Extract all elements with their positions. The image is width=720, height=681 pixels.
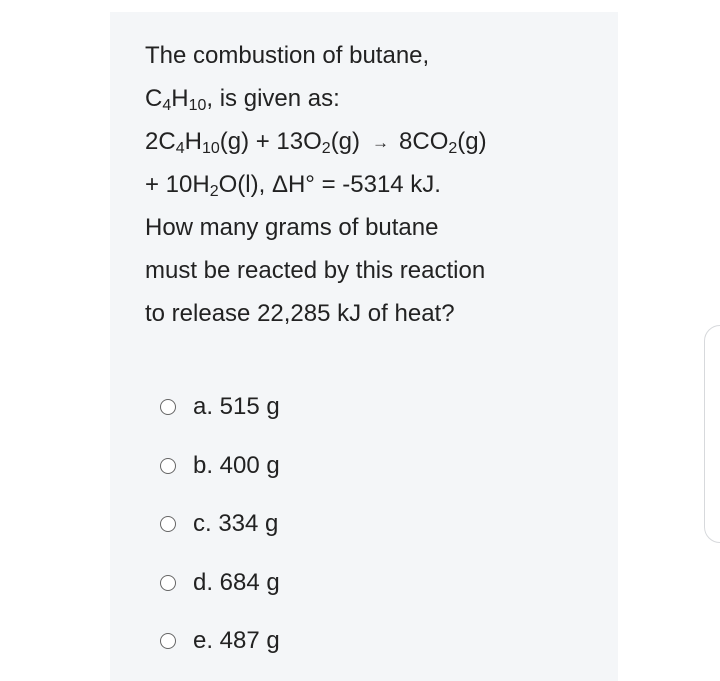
option-label: d. 684 g xyxy=(193,568,280,596)
equation-text: 2C xyxy=(145,128,176,155)
question-line-text: must be reacted by this reaction xyxy=(145,257,486,284)
answer-option-b[interactable] xyxy=(160,437,560,496)
answer-option-e[interactable] xyxy=(160,612,560,671)
question-line-text: The combustion of butane, xyxy=(145,42,430,69)
formula-subscript: 4 xyxy=(175,140,185,157)
question-line xyxy=(145,34,585,77)
question-line xyxy=(145,292,585,335)
question-line-text: How many grams of butane xyxy=(145,214,439,241)
formula-text: H xyxy=(171,85,189,112)
option-label: e. 487 g xyxy=(193,627,280,655)
equation-line xyxy=(145,120,585,163)
side-panel-tab[interactable] xyxy=(704,325,720,543)
formula-subscript: 2 xyxy=(321,140,331,157)
equation-line xyxy=(145,163,585,206)
question-text xyxy=(145,34,585,335)
equation-text: H xyxy=(184,128,202,155)
equation-text: 8CO xyxy=(399,128,449,155)
radio-button-icon[interactable] xyxy=(160,399,176,415)
equation-text: (g) xyxy=(330,128,361,155)
formula-subscript: 10 xyxy=(188,97,207,114)
radio-button-icon[interactable] xyxy=(160,633,176,649)
formula-subscript: 4 xyxy=(162,97,172,114)
radio-button-icon[interactable] xyxy=(160,575,176,591)
question-line-text: to release 22,285 kJ of heat? xyxy=(145,300,455,327)
question-line xyxy=(145,249,585,292)
equation-text: (g) + 13O xyxy=(219,128,322,155)
formula-subscript: 10 xyxy=(201,140,220,157)
formula-subscript: 2 xyxy=(209,183,219,200)
answer-option-d[interactable] xyxy=(160,554,560,613)
option-label: c. 334 g xyxy=(193,510,279,538)
radio-button-icon[interactable] xyxy=(160,516,176,532)
equation-text: O(l), ΔH° = -5314 kJ. xyxy=(218,171,441,198)
question-line-text: , is given as: xyxy=(206,85,340,112)
radio-button-icon[interactable] xyxy=(160,458,176,474)
question-line xyxy=(145,206,585,249)
option-label: a. 515 g xyxy=(193,393,280,421)
answer-options xyxy=(160,378,560,671)
reaction-arrow-icon: → xyxy=(372,133,390,152)
equation-text: + 10H xyxy=(145,171,210,198)
question-line xyxy=(145,77,585,120)
formula-text: C xyxy=(145,85,163,112)
answer-option-c[interactable] xyxy=(160,495,560,554)
formula-subscript: 2 xyxy=(448,140,458,157)
answer-option-a[interactable] xyxy=(160,378,560,437)
equation-text: (g) xyxy=(457,128,487,155)
option-label: b. 400 g xyxy=(193,451,280,479)
